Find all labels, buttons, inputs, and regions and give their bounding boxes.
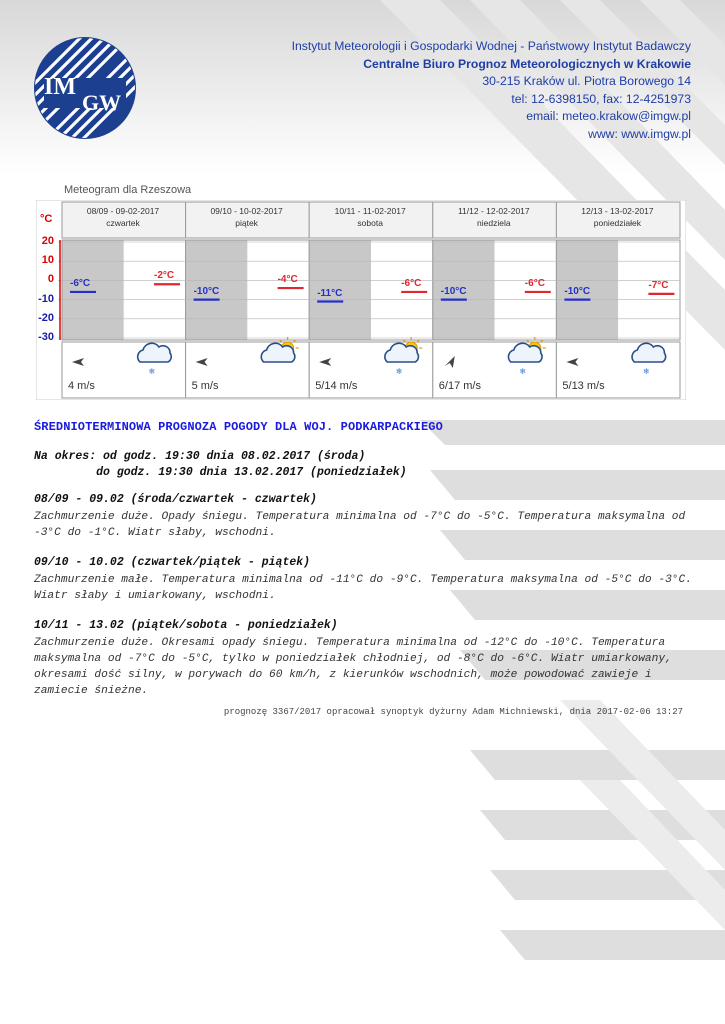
- svg-text:❄: ❄: [519, 367, 527, 376]
- wind-speed: 5 m/s: [191, 380, 219, 392]
- meteogram-chart: [36, 200, 686, 400]
- tmin-label: -6°C: [70, 277, 91, 289]
- section-text: Zachmurzenie małe. Temperatura minimalna od -11°C do -9°C. Temperatura maksymalna od -5°C do -3°C. Wiatr słaby i umiarkowany, wschodni.: [34, 574, 692, 602]
- website-link[interactable]: www: www.imgw.pl: [588, 126, 691, 141]
- y-tick-label: -10: [38, 292, 54, 305]
- period-from: Na okres: od godz. 19:30 dnia 08.02.2017 (środa): [34, 450, 366, 463]
- wind-speed: 6/17 m/s: [438, 380, 481, 392]
- svg-text:❄: ❄: [643, 367, 650, 376]
- tmax-label: -7°C: [648, 279, 669, 291]
- tmin-label: -11°C: [317, 287, 343, 299]
- tmax-label: -6°C: [401, 277, 422, 289]
- day-period: [247, 240, 309, 340]
- imgw-logo: [32, 36, 138, 140]
- section-title: 08/09 - 09.02 (środa/czwartek - czwartek): [34, 493, 317, 506]
- day-header-name: poniedziałek: [593, 218, 642, 228]
- day-header-range: 12/13 - 13-02-2017: [581, 206, 654, 216]
- day-period: [495, 240, 557, 340]
- day-header-range: 08/09 - 09-02-2017: [86, 206, 160, 216]
- y-tick-label: -30: [38, 331, 54, 343]
- day-header-range: 09/10 - 10-02-2017: [210, 206, 283, 216]
- tmax-label: -6°C: [524, 277, 545, 289]
- svg-text:❄: ❄: [148, 367, 156, 376]
- day-header-name: niedziela: [477, 218, 511, 228]
- day-header-name: sobota: [357, 218, 383, 228]
- address: 30-215 Kraków ul. Piotra Borowego 14: [482, 74, 691, 88]
- day-period: [371, 240, 433, 340]
- section-title: 10/11 - 13.02 (piątek/sobota - poniedziałek): [34, 619, 338, 632]
- tmin-label: -10°C: [193, 285, 220, 297]
- y-tick-label: -20: [38, 311, 54, 324]
- forecast-heading: ŚREDNIOTERMINOWA PROGNOZA POGODY DLA WOJ. PODKARPACKIEGO: [34, 420, 443, 434]
- tmin-label: -10°C: [440, 285, 467, 297]
- day-period: [124, 240, 186, 340]
- svg-text:❄: ❄: [395, 367, 403, 376]
- wind-speed: 5/14 m/s: [315, 380, 358, 392]
- section-title: 09/10 - 10.02 (czwartek/piątek - piątek): [34, 556, 311, 569]
- period-to: do godz. 19:30 dnia 13.02.2017 (poniedziałek): [34, 466, 407, 479]
- office-name: Centralne Biuro Prognoz Meteorologicznych w Krakowie: [363, 56, 691, 71]
- y-tick-label: 20: [41, 235, 54, 247]
- meteogram-title: Meteogram dla Rzeszowa: [64, 184, 192, 196]
- wind-speed: 4 m/s: [68, 380, 95, 392]
- wind-speed: 5/13 m/s: [562, 380, 605, 392]
- phone-fax: tel: 12-6398150, fax: 12-4251973: [511, 91, 691, 106]
- tmin-label: -10°C: [564, 285, 591, 297]
- institute-name: Instytut Meteorologii i Gospodarki Wodnej - Państwowy Instytut Badawczy: [291, 39, 691, 53]
- y-tick-label: 0: [47, 273, 54, 286]
- day-header-name: piątek: [235, 218, 258, 228]
- tmax-label: -2°C: [154, 270, 175, 282]
- svg-text:GW: GW: [82, 90, 122, 115]
- day-header-range: 11/12 - 12-02-2017: [457, 206, 530, 216]
- day-header-range: 10/11 - 11-02-2017: [334, 206, 406, 216]
- svg-text:IM: IM: [44, 74, 76, 100]
- night-period: [62, 240, 124, 340]
- section-text: Zachmurzenie duże. Okresami opady śniegu. Temperatura minimalna od -12°C do -10°C. Temperatura maksymalna od -7°C do -5°C, tylko w poniedziałek chłodniej, od -8°C do -6°C. Wiatr umiarkowany, okresami dość silny, w porywach do 60 km/h, z kierunków wschodnich, może powodować zawieje i zamiecie śnieżne.: [34, 637, 672, 697]
- email-link[interactable]: email: meteo.krakow@imgw.pl: [526, 109, 691, 123]
- y-tick-label: 10: [41, 254, 54, 267]
- temperature-unit: °C: [40, 213, 53, 225]
- forecast-author-footer: prognozę 3367/2017 opracował synoptyk dyżurny Adam Michniewski, dnia 2017-02-06 13:27: [223, 707, 683, 717]
- tmax-label: -4°C: [277, 274, 298, 286]
- section-text: Zachmurzenie duże. Opady śniegu. Temperatura minimalna od -7°C do -5°C. Temperatura maksymalna od -3°C do -1°C. Wiatr słaby, wschodni.: [34, 511, 686, 539]
- day-header-name: czwartek: [106, 218, 140, 228]
- institute-contact: [292, 38, 691, 143]
